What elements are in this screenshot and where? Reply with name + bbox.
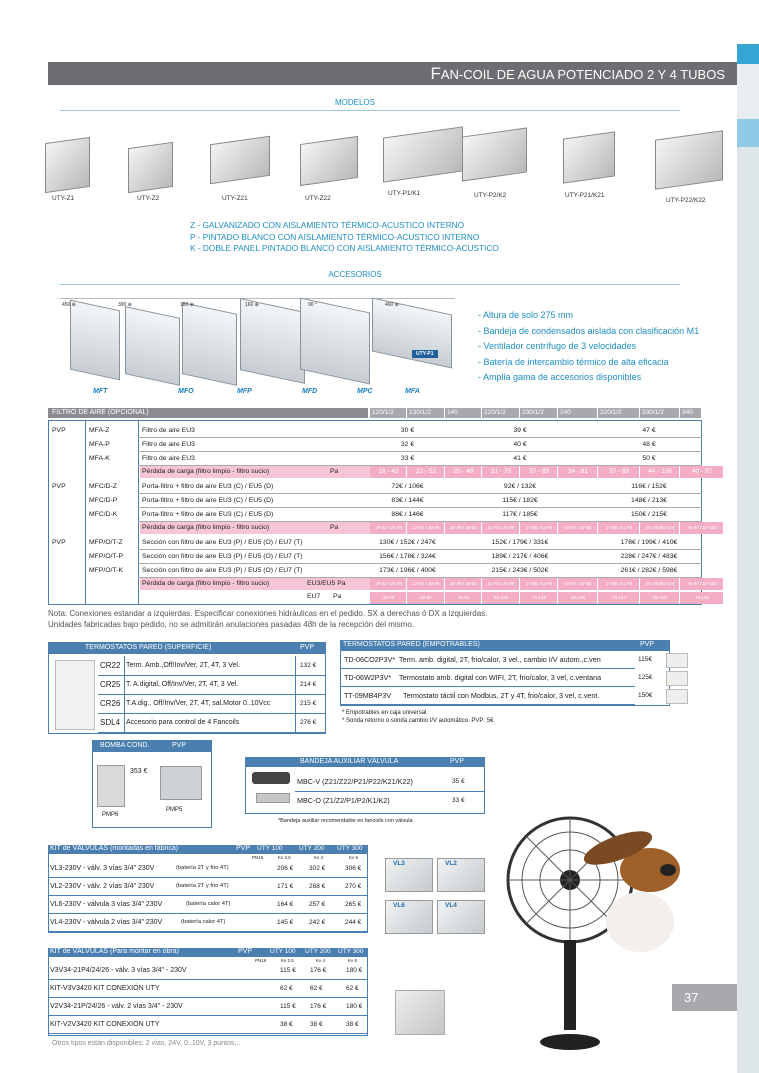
loss-label: Pérdida de carga (filtro limpio - filtro sucio) bbox=[142, 580, 270, 587]
vs-desc: V3V34-21P4/24/26 - válv. 3 vías 3/4" - 230V bbox=[50, 967, 187, 974]
loss2-value: 72-149 bbox=[531, 595, 546, 600]
product-code: MFC/D-Z bbox=[89, 483, 117, 490]
vf-sub: Kv 6 bbox=[349, 855, 359, 860]
tray-image bbox=[252, 772, 290, 784]
model-label: UTY-Z22 bbox=[305, 195, 331, 202]
price: 130€ / 152€ / 247€ bbox=[379, 539, 436, 546]
vs-price: 62 € bbox=[310, 985, 323, 992]
product-code: MFA-K bbox=[89, 455, 110, 462]
loss-unit: Pa bbox=[330, 524, 339, 531]
loss2-value: 65-135 bbox=[570, 595, 585, 600]
loss-value: 22 - 52 bbox=[415, 468, 437, 475]
vs-row-line bbox=[48, 1015, 368, 1016]
price: 32 € bbox=[400, 441, 415, 448]
price: 215€ / 243€ / 502€ bbox=[491, 567, 549, 574]
vf-price: 171 € bbox=[277, 883, 294, 890]
vs-sub: Kv 6 bbox=[348, 958, 358, 963]
loss-value: 44 - 106 bbox=[648, 468, 672, 475]
loss-value: 22-52 / 30-55 bbox=[412, 525, 440, 530]
price: 50 € bbox=[642, 455, 656, 462]
ts-row-line bbox=[98, 713, 326, 714]
feature-item: - Amplia gama de accesorios disponibles bbox=[478, 372, 642, 382]
vf-col: UTY 200 bbox=[299, 845, 325, 852]
tf-note: * Sonda retorno o sonda cambio I/V automático. PVP: 5€ bbox=[342, 718, 494, 724]
vf-desc: VL3-230V - válv. 3 vías 3/4" 230V bbox=[50, 865, 155, 872]
tray-pvp: PVP bbox=[450, 758, 465, 765]
product-desc: Porta-filtro + filtro de aire EU3 (C) / EU5 (D) bbox=[142, 483, 274, 490]
vf-price: 265 € bbox=[345, 901, 362, 908]
col-header: 330/1/2 bbox=[642, 409, 664, 416]
vf-desc: VL4-230V - válvula 2 vías 3/4" 230V bbox=[50, 919, 163, 926]
fan-dog-illustration bbox=[500, 810, 680, 1060]
loss2-value: 60-125 bbox=[493, 595, 508, 600]
vf-pvp: PVP bbox=[236, 845, 251, 852]
vf-row-line bbox=[48, 877, 368, 878]
product-desc: Filtro de aire EU3 bbox=[142, 455, 195, 462]
ts-code: CR25 bbox=[100, 680, 121, 689]
accessory-dimension: 390 ⊕ bbox=[118, 302, 132, 308]
right-sidebar bbox=[737, 0, 759, 1073]
price: 83€ / 144€ bbox=[391, 497, 424, 504]
price: 33 € bbox=[400, 455, 415, 462]
page-title bbox=[48, 62, 737, 85]
vf-price: 206 € bbox=[277, 865, 294, 872]
vs-price: 176 € bbox=[310, 967, 327, 974]
price: 228€ / 247€ / 483€ bbox=[620, 553, 678, 560]
loss-value: 40-97 / 57-103 bbox=[687, 525, 717, 530]
loss-value: 37-88 / 51-94 bbox=[605, 525, 633, 530]
tf-row-line bbox=[340, 704, 635, 705]
product-desc: Sección con filtro de aire EU3 (P) / EU5 (O) / EU7 (T) bbox=[142, 567, 303, 574]
loss-value: 37-89 / 52-95 bbox=[525, 525, 553, 530]
thermostat-image bbox=[55, 660, 95, 730]
col-header: 130/1/2 bbox=[409, 409, 431, 416]
loss2-value: 34-70 bbox=[382, 595, 395, 600]
filter-divider bbox=[85, 420, 86, 605]
price: 88€ / 146€ bbox=[391, 511, 424, 518]
loss-value: 40-97 / 57-103 bbox=[687, 581, 717, 586]
product-code: MFC/D-P bbox=[89, 497, 118, 504]
vf-desc-note: (batería calor 4T) bbox=[181, 919, 226, 925]
price: 178€ / 199€ / 410€ bbox=[620, 539, 678, 546]
pump-image bbox=[97, 765, 125, 807]
tf-price: 115€ bbox=[638, 656, 652, 663]
finish-note-k: K - DOBLE PANEL PINTADO BLANCO CON AISLAMIENTO TÉRMICO-ACUSTICO bbox=[190, 243, 499, 253]
vs-price: 62 € bbox=[280, 985, 293, 992]
finish-notes bbox=[190, 220, 499, 255]
loss-value: 20 - 49 bbox=[453, 468, 474, 475]
loss-value: 44-106/62-114 bbox=[645, 581, 675, 586]
tray-image bbox=[256, 793, 290, 803]
vs-col: UTY 300 bbox=[338, 948, 364, 955]
vs-price: 180 € bbox=[346, 967, 363, 974]
product-desc: Filtro de aire EU3 bbox=[142, 427, 195, 434]
ts-row-line bbox=[98, 675, 326, 676]
product-code: MFP/O/T-K bbox=[89, 567, 123, 574]
product-desc: Filtro de aire EU3 bbox=[142, 441, 195, 448]
loss-value: 18-42 / 25-45 bbox=[375, 581, 402, 586]
ts-code: SDL4 bbox=[100, 718, 121, 727]
title-initial: F bbox=[430, 64, 441, 83]
tf-pvp: PVP bbox=[640, 641, 655, 648]
finish-note-z: Z - GALVANIZADO CON AISLAMIENTO TÉRMICO-ACUSTICO INTERNO bbox=[190, 220, 465, 230]
product-code: MFA-Z bbox=[89, 427, 110, 434]
loss-value: 20-49 / 28-52 bbox=[450, 525, 477, 530]
loss-value: 22-52 / 30-55 bbox=[412, 581, 440, 586]
product-desc: Sección con filtro de aire EU3 (P) / EU5 (O) / EU7 (T) bbox=[142, 539, 303, 546]
price: 41 € bbox=[513, 455, 527, 462]
loss-value: 40 - 97 bbox=[691, 468, 713, 475]
loss2-value: 39-81 bbox=[457, 595, 470, 600]
tray-price: 35 € bbox=[452, 778, 465, 785]
ts-desc: T. A.digital, Off/Inv/Ver, 2T, 4T, 3 Vel. bbox=[126, 681, 239, 688]
price: 116€ / 152€ bbox=[631, 483, 667, 490]
ts-row-line bbox=[98, 732, 326, 733]
ts-code: CR22 bbox=[100, 661, 121, 670]
product-code: MFA-P bbox=[89, 441, 110, 448]
accessory-label: MFO bbox=[178, 388, 194, 395]
feature-item: - Ventilador centrífugo de 3 velocidades bbox=[478, 341, 637, 351]
footer-note: Otros tipos están disponibles: 2 vías, 24V, 0..10V, 3 puntos,.. bbox=[52, 1040, 241, 1047]
valve-image-label: VL2 bbox=[445, 860, 457, 867]
vf-col: UTY 100 bbox=[257, 845, 283, 852]
vs-price: 115 € bbox=[280, 967, 296, 974]
vf-price: 257 € bbox=[309, 901, 326, 908]
price: 148€ / 213€ bbox=[631, 497, 667, 504]
loss2-value: 42-87 bbox=[420, 595, 432, 600]
price: 173€ / 196€ / 400€ bbox=[379, 567, 436, 574]
vf-row-line bbox=[48, 931, 368, 932]
ts-price: 276 € bbox=[300, 719, 317, 726]
model-label: UTY-P2/K2 bbox=[474, 192, 507, 199]
loss-unit: EU3/EU5 Pa bbox=[307, 580, 346, 587]
tf-row-line bbox=[340, 686, 635, 687]
vs-sub: Kv 4 bbox=[316, 958, 326, 963]
vs-title: KIT de VÁLVULAS (Para montar en obra) bbox=[50, 948, 179, 955]
vs-col: UTY 100 bbox=[270, 948, 296, 955]
model-image bbox=[300, 136, 358, 186]
ts-desc: T.A.dig., Off/Inv/Ver, 2T, 4T, sal.Motor 0..10Vcc bbox=[126, 700, 271, 707]
ts-desc: Term. Amb.,Off/Inv/Ver, 2T, 4T, 3 Vel. bbox=[126, 662, 240, 669]
tf-desc: Term. amb. digital, 2T, frio/calor, 3 vel., cambio I/V autom.,c.ven bbox=[399, 655, 601, 664]
pump-label: PMP5 bbox=[166, 807, 183, 813]
accessory-image bbox=[182, 302, 237, 386]
vf-desc: VL6-230V - válvula 3 vías 3/4" 230V bbox=[50, 901, 163, 908]
loss-value: 37-88 / 51-94 bbox=[605, 581, 633, 586]
note-orders: Unidades fabricadas bajo pedido, no se admitirán anulaciones pasadas 48h de la recepción del mismo. bbox=[48, 620, 415, 629]
vf-sub: Kv 2,5 bbox=[278, 855, 291, 860]
model-image bbox=[128, 142, 173, 193]
accessory-image bbox=[240, 298, 305, 384]
ts-divider bbox=[295, 656, 296, 734]
price: 72€ / 106€ bbox=[391, 483, 424, 490]
price: 47 € bbox=[642, 427, 656, 434]
vs-desc: V2V34-21P/24/26 - válv. 2 vías 3/4" - 230V bbox=[50, 1003, 183, 1010]
loss-value: 37 - 88 bbox=[608, 468, 630, 475]
ts-code: CR26 bbox=[100, 699, 121, 708]
vf-sub: PN16 bbox=[252, 855, 264, 860]
accessory-label: MFA bbox=[405, 388, 420, 395]
feature-item: - Batería de intercambio térmico de alta eficacia bbox=[478, 356, 669, 367]
col-header: 240 bbox=[560, 409, 571, 416]
product-desc: Sección con filtro de aire EU3 (P) / EU5 (O) / EU7 (T) bbox=[142, 553, 303, 560]
loss-value: 18 - 42 bbox=[378, 468, 399, 475]
tf-note: * Empotrables en caja universal bbox=[342, 710, 427, 716]
col-header: 320/1/2 bbox=[600, 409, 622, 416]
ts-title: TERMOSTATOS PARED (SUPERFICIE) bbox=[85, 644, 212, 651]
accessory-image bbox=[70, 300, 120, 381]
price: 30 € bbox=[400, 427, 415, 434]
accessory-tag: UTY-P1 bbox=[412, 350, 438, 358]
pump-pvp: PVP bbox=[172, 742, 187, 749]
vf-price: 306 € bbox=[345, 865, 362, 872]
loss2-value: 76-155 bbox=[694, 595, 709, 600]
ts-desc: Accesorio para control de 4 Fancoils bbox=[126, 719, 240, 726]
tf-image bbox=[666, 689, 688, 704]
loss-value: 34 - 81 bbox=[567, 468, 589, 475]
vf-price: 302 € bbox=[309, 865, 326, 872]
vf-desc-note: (batería calor 4T) bbox=[186, 901, 231, 907]
valve-image-label: VL4 bbox=[445, 902, 457, 909]
accessory-dimension: 90 ° bbox=[308, 302, 317, 308]
accessory-dimension: 460 ⊕ bbox=[385, 302, 399, 308]
loss-label: Pérdida de carga (filtro limpio - filtro sucio) bbox=[142, 524, 270, 531]
feature-item: - Bandeja de condensados aislada con clasificación M1 bbox=[478, 325, 700, 336]
tray-desc: MBC-V (Z21/Z22/P21/P22/K21/K22) bbox=[297, 777, 413, 786]
tf-title: TERMOSTATOS PARED (EMPOTRABLES) bbox=[343, 641, 480, 648]
vf-price: 242 € bbox=[309, 919, 326, 926]
model-image bbox=[383, 126, 463, 182]
price: 92€ / 132€ bbox=[503, 483, 537, 490]
product-code: MFP/O/T-P bbox=[89, 553, 123, 560]
product-desc: Porta-filtro + filtro de aire EU3 (C) / EU5 (D) bbox=[142, 511, 274, 518]
product-desc: Porta-filtro + filtro de aire EU3 (C) / EU5 (D) bbox=[142, 497, 274, 504]
loss-value: 34-81 / 47-86 bbox=[564, 581, 592, 586]
tray-desc: MBC-O (Z1/Z2/P1/P2/K1/K2) bbox=[297, 796, 390, 805]
loss-unit: Pa bbox=[330, 468, 339, 475]
tf-code: TD-06CO2P3V* bbox=[344, 655, 396, 664]
vs-sub: PN16 bbox=[255, 958, 267, 963]
vs-row-line bbox=[48, 979, 368, 980]
model-image bbox=[45, 137, 90, 193]
vf-desc: VL2-230V - válv. 2 vías 3/4" 230V bbox=[50, 883, 155, 890]
vs-sub: Kv 2,5 bbox=[281, 958, 294, 963]
pump-label: PMP6 bbox=[102, 812, 119, 818]
vf-col: UTY 300 bbox=[337, 845, 363, 852]
price: 117€ / 185€ bbox=[502, 511, 538, 518]
price: 39 € bbox=[513, 427, 527, 434]
pvp-label: PVP bbox=[52, 539, 66, 546]
ts-divider bbox=[124, 656, 125, 734]
vs-price: 38 € bbox=[346, 1021, 359, 1028]
model-image bbox=[563, 131, 615, 183]
ts-row-line bbox=[98, 694, 326, 695]
vf-price: 164 € bbox=[277, 901, 294, 908]
valve-image-label: VL3 bbox=[393, 860, 405, 867]
accessory-image bbox=[125, 306, 180, 386]
tf-code: TT-09MB4P3V bbox=[344, 691, 392, 700]
note-connections: Nota: Conexiones estandar a izquierdas. Especificar conexiones hidráulicas en el pedido. SX a derechas ó DX a izquierdas. bbox=[48, 609, 488, 618]
loss2-value: 70-147 bbox=[611, 595, 626, 600]
tf-price: 150€ bbox=[638, 692, 653, 699]
vs-price: 176 € bbox=[310, 1003, 327, 1010]
model-label: UTY-P1/K1 bbox=[388, 190, 421, 197]
accessory-dimension: 160 ⊕ bbox=[180, 302, 194, 308]
pump-title: BOMBA COND. bbox=[100, 742, 150, 749]
col-header: 230/1/2 bbox=[522, 409, 544, 416]
price: 261€ / 282€ / 598€ bbox=[620, 567, 678, 574]
ts-price: 215 € bbox=[300, 700, 317, 707]
loss-value: 20-49 / 28-52 bbox=[450, 581, 477, 586]
accessories-label: ACCESORIOS bbox=[328, 270, 382, 279]
pump-price: 353 € bbox=[130, 768, 148, 775]
vf-title: KIT de VÁLVULAS (montadas en fábrica) bbox=[50, 845, 179, 852]
model-label: UTY-Z2 bbox=[137, 195, 160, 202]
model-label: UTY-P21/K21 bbox=[565, 192, 605, 199]
loss-value: 37-89 / 52-95 bbox=[525, 581, 553, 586]
vs-price: 38 € bbox=[280, 1021, 293, 1028]
vf-desc-note: (batería 2T y frio 4T) bbox=[176, 883, 229, 889]
vs-price: 180 € bbox=[346, 1003, 363, 1010]
price: 150€ / 215€ bbox=[631, 511, 667, 518]
vf-sub: Kv 4 bbox=[314, 855, 324, 860]
loss2-unit: EU7 bbox=[307, 593, 321, 600]
tf-desc: Termostato táctil con Modbus, 2T y 4T, frio/calor, 3 vel, c.vent. bbox=[403, 691, 600, 700]
vs-col: UTY 200 bbox=[305, 948, 331, 955]
tf-image bbox=[666, 653, 688, 668]
vf-row-line bbox=[48, 913, 368, 914]
model-label: UTY-P22/K22 bbox=[666, 197, 706, 204]
col-header: 140 bbox=[447, 409, 458, 416]
price: 189€ / 217€ / 406€ bbox=[491, 553, 549, 560]
col-header: 120/1/2 bbox=[372, 409, 394, 416]
accessory-dimension: 450 ⊕ bbox=[62, 302, 76, 308]
product-code: MFC/D-K bbox=[89, 511, 118, 518]
valve-image-label: VL6 bbox=[393, 902, 405, 909]
vs-pvp: PVP bbox=[238, 948, 253, 955]
vf-price: 244 € bbox=[345, 919, 362, 926]
loss-value: 31-75 / 44-80 bbox=[487, 581, 515, 586]
price: 48 € bbox=[642, 441, 656, 448]
vs-price: 115 € bbox=[280, 1003, 296, 1010]
model-image bbox=[462, 127, 527, 181]
col-header: 220/1/2 bbox=[484, 409, 506, 416]
loss-value: 44-106/62-114 bbox=[645, 525, 675, 530]
price: 152€ / 179€ / 331€ bbox=[491, 539, 549, 546]
notes bbox=[48, 608, 487, 630]
loss-value: 37 - 89 bbox=[528, 468, 550, 475]
vs-desc: KIT-V3V3420 KIT CONEXIÓN UTY bbox=[50, 985, 160, 992]
ts-pvp: PVP bbox=[300, 644, 315, 651]
loss-label: Pérdida de carga (filtro limpio - filtro sucio) bbox=[142, 468, 270, 475]
title-text: AN-COIL DE AGUA POTENCIADO 2 Y 4 TUBOS bbox=[440, 67, 725, 82]
vs-price: 62 € bbox=[346, 985, 359, 992]
accessory-label: MFP bbox=[237, 388, 252, 395]
pump-image bbox=[160, 766, 202, 800]
model-image bbox=[210, 136, 270, 184]
model-image bbox=[655, 130, 723, 190]
feature-list bbox=[478, 308, 699, 386]
loss-value: 31-75 / 44-80 bbox=[487, 525, 515, 530]
vs-row-line bbox=[48, 997, 368, 998]
tf-desc: Termostato amb. digital con WIFI, 2T, frio/calor, 3 vel, c.ventana bbox=[399, 673, 602, 682]
loss2-unit2: Pa bbox=[333, 593, 342, 600]
tf-row-line bbox=[340, 668, 635, 669]
accessory-image bbox=[300, 298, 370, 385]
accessory-label: MFT bbox=[93, 388, 108, 395]
vs-price: 38 € bbox=[310, 1021, 323, 1028]
vf-price: 270 € bbox=[345, 883, 362, 890]
vf-price: 145 € bbox=[277, 919, 294, 926]
loss-value: 34-81 / 47-86 bbox=[564, 525, 592, 530]
vf-desc-note: (batería 2T y frio 4T) bbox=[176, 865, 229, 871]
tray-price: 33 € bbox=[452, 797, 465, 804]
tray-row-line bbox=[295, 791, 485, 792]
tf-image bbox=[666, 671, 688, 686]
vf-price: 268 € bbox=[309, 883, 326, 890]
loss-value: 31 - 75 bbox=[490, 468, 512, 475]
tray-title: BANDEJA AUXILIAR VÁLVULA bbox=[300, 758, 399, 765]
tf-price: 125€ bbox=[638, 674, 653, 681]
model-label: UTY-Z1 bbox=[52, 195, 75, 202]
accessory-label: MPC bbox=[357, 388, 373, 395]
finish-note-p: P - PINTADO BLANCO CON AISLAMIENTO TÉRMICO-ACUSTICO INTERNO bbox=[190, 231, 480, 242]
pvp-label: PVP bbox=[52, 427, 66, 434]
price: 156€ / 178€ / 324€ bbox=[379, 553, 436, 560]
ts-price: 132 € bbox=[300, 662, 317, 669]
vs-desc: KIT-V2V3420 KIT CONEXIÓN UTY bbox=[50, 1021, 160, 1028]
loss2-value: 85-155 bbox=[652, 595, 667, 600]
models-label: MODELOS bbox=[334, 98, 375, 107]
vs-row-line bbox=[48, 1033, 368, 1034]
page-number: 37 bbox=[672, 984, 737, 1011]
feature-item: - Altura de solo 275 mm bbox=[478, 310, 574, 320]
loss-value: 18-42 / 25-45 bbox=[375, 525, 402, 530]
tf-code: TD-06W2P3V* bbox=[344, 673, 392, 682]
filter-title: FILTRO DE AIRE (OPCIONAL) bbox=[52, 409, 149, 416]
col-header: 340 bbox=[682, 409, 693, 416]
model-label: UTY-Z21 bbox=[222, 195, 248, 202]
accessory-dimension: 160 ⊕ bbox=[245, 302, 259, 308]
pvp-label: PVP bbox=[52, 483, 66, 490]
accessory-label: MFD bbox=[302, 388, 318, 395]
price: 115€ / 182€ bbox=[502, 497, 538, 504]
ts-price: 214 € bbox=[300, 681, 317, 688]
tray-note: *Bandeja auxiliar recomendable en fancoils con válvula bbox=[278, 818, 413, 824]
valve-kit-image bbox=[395, 990, 445, 1035]
vf-row-line bbox=[48, 895, 368, 896]
price: 40 € bbox=[513, 441, 527, 448]
product-code: MFP/O/T-Z bbox=[89, 539, 123, 546]
